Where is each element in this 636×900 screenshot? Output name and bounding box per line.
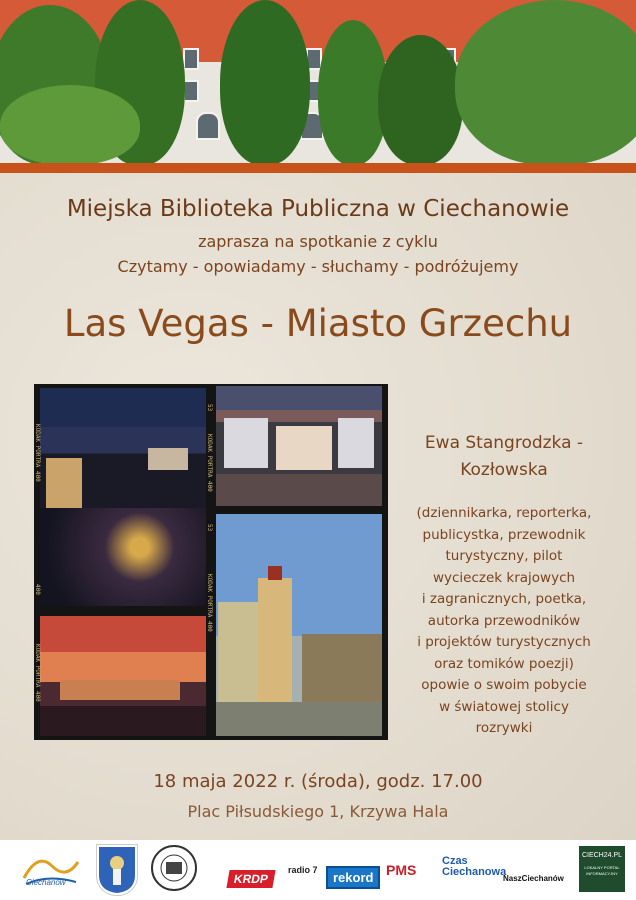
speaker-name-line: Ewa Stangrodzka -: [424, 433, 584, 453]
invitation-text: zaprasza na spotkanie z cyklu: [198, 232, 438, 251]
sponsor-logos-bar: [0, 840, 636, 900]
event-date: 18 maja 2022 r. (środa), godz. 17.00: [153, 771, 483, 792]
description-line: rozrywki: [475, 720, 533, 736]
description-line: opowie o swoim pobycie: [421, 677, 587, 693]
orange-divider-bar: [0, 163, 636, 173]
czas-ciechanowa-logo: [442, 855, 507, 878]
photo-excalibur-night: [216, 386, 382, 506]
library-seal-icon: [150, 844, 198, 892]
organizer-title: Miejska Biblioteka Publiczna w Ciechanowie: [66, 196, 570, 222]
ciech24-logo: [579, 846, 625, 892]
film-frame-number: 53: [206, 524, 213, 532]
event-place: Plac Piłsudskiego 1, Krzywa Hala: [187, 802, 449, 821]
speaker-name: [394, 430, 614, 484]
film-strip-collage: [34, 384, 388, 740]
film-edge-text: KODAK PORTRA 400: [206, 434, 213, 492]
description-line: (dziennikarka, reporterka,: [416, 505, 592, 521]
ciechanow-script-text: Ciechanów: [26, 878, 66, 887]
series-title: Czytamy - opowiadamy - słuchamy - podróżujemy: [117, 257, 519, 276]
description-line: i projektów turystycznych: [417, 634, 591, 650]
description-line: publicystka, przewodnik: [422, 526, 586, 543]
description-line: autorka przewodników: [427, 612, 581, 629]
description-line: w światowej stolicy: [439, 698, 569, 715]
ciechanow-coat-of-arms-logo: [96, 844, 138, 896]
ciechanow-script-logo: [18, 848, 82, 892]
czas-ciechanowa-text: Czas Ciechanowa: [442, 855, 507, 878]
photo-sunset-palms: [40, 616, 206, 736]
film-edge-text: KODAK PORTRA 400: [34, 424, 41, 482]
description-line: turystyczny, pilot: [445, 548, 563, 564]
photo-las-vegas-night: [40, 388, 206, 606]
pms-logo: PMS: [386, 862, 417, 878]
ciech24-subtext: LOKALNY PORTAL INFORMACYJNY: [584, 865, 620, 876]
library-seal-logo: [150, 844, 198, 892]
rekord-logo: rekord: [326, 866, 380, 889]
film-edge-text: KODAK PORTRA 400: [34, 644, 41, 702]
description-line: oraz tomików poezji): [434, 655, 574, 672]
speaker-name-line: Kozłowska: [460, 460, 548, 480]
description-line: i zagranicznych, poetka,: [421, 591, 587, 607]
header-photo-building: [0, 0, 636, 163]
ciech24-text: CIECH24.PL: [581, 852, 623, 859]
film-edge-text: KODAK PORTRA 400: [206, 574, 213, 632]
coat-of-arms-icon: [97, 845, 137, 895]
radio7-text: radio 7: [288, 865, 318, 875]
nasz-ciechanow-logo: NaszCiechanów: [503, 874, 564, 883]
speaker-description: [394, 503, 614, 740]
film-frame-number: 53: [206, 404, 213, 412]
event-title: Las Vegas - Miasto Grzechu: [63, 302, 573, 345]
description-line: wycieczek krajowych: [432, 569, 576, 586]
radio7-logo: [288, 860, 318, 878]
film-frame-number: 400: [34, 584, 41, 595]
photo-excalibur-day: [216, 514, 382, 736]
krdp-logo: KRDP: [226, 870, 275, 888]
